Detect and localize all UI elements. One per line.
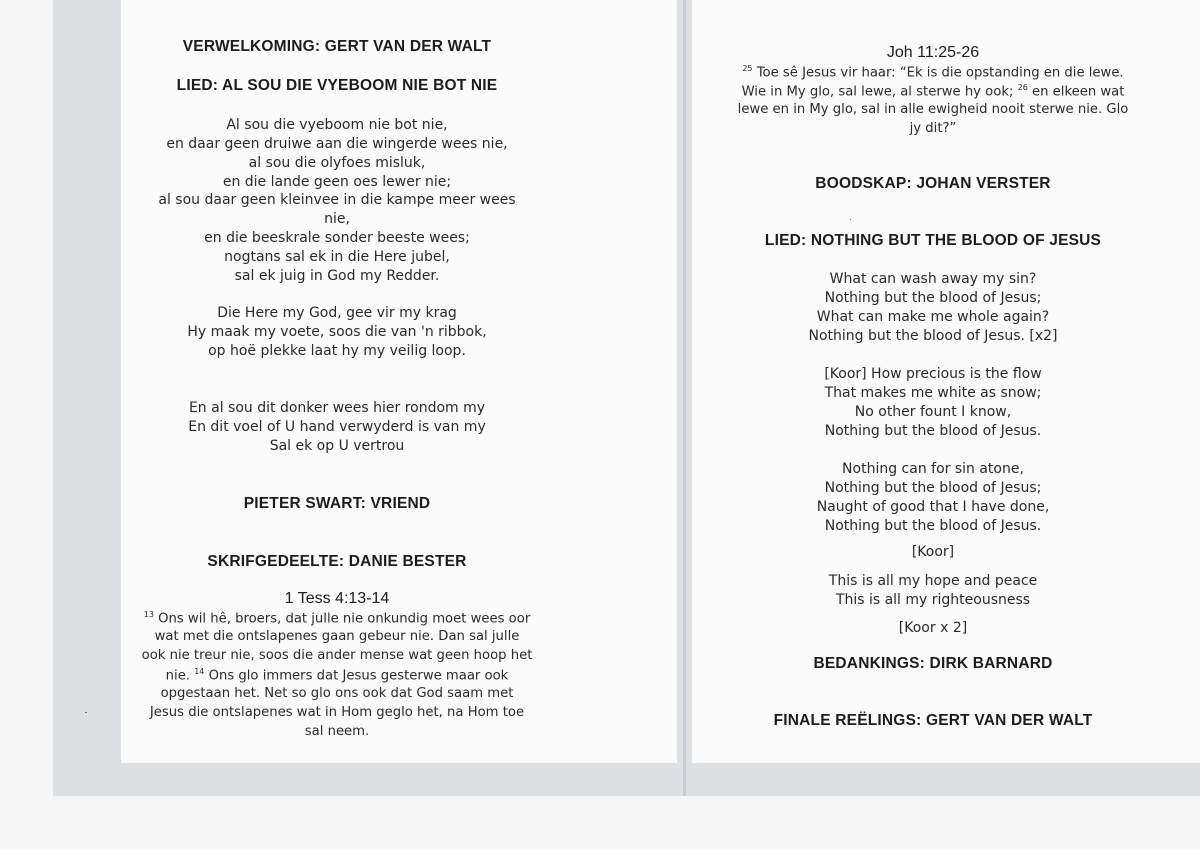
song-line: nie, [324, 211, 350, 227]
song-line: En dit voel of U hand verwyderd is van my [188, 419, 486, 435]
scripture-line: Wie in My glo, sal lewe, al sterwe hy ook; $^{26}$ en elkeen wat [741, 83, 1125, 100]
scan-speck [850, 219, 851, 220]
song-line: en daar geen druiwe aan die wingerde wees nie, [166, 136, 508, 152]
song-line: Nothing can for sin atone, [842, 461, 1024, 477]
song-line: Nothing but the blood of Jesus; [824, 290, 1042, 306]
song-line: No other fount I know, [854, 404, 1012, 420]
song-line: en die lande geen oes lewer nie; [222, 174, 452, 190]
song-line: en die beeskrale sonder beeste wees; [204, 230, 470, 246]
song-heading-english: LIED: NOTHING BUT THE BLOOD OF JESUS [764, 232, 1102, 249]
song-line: Hy maak my voete, soos die van 'n ribbok, [187, 324, 487, 340]
song-line: Sal ek op U vertrou [269, 438, 405, 454]
scripture-reference: Joh 11:25-26 [886, 44, 980, 61]
scripture-heading: SKRIFGEDEELTE: DANIE BESTER [207, 553, 467, 570]
scripture-line: sal neem. [304, 724, 370, 739]
friend-heading: PIETER SWART: VRIEND [243, 495, 431, 512]
song-line: sal ek juig in God my Redder. [234, 268, 440, 284]
song-line: op hoë plekke laat hy my veilig loop. [208, 343, 466, 359]
page-fold [683, 0, 686, 796]
song-line: Nothing but the blood of Jesus; [824, 480, 1042, 496]
scripture-line: jy dit?” [909, 121, 957, 136]
song-line: al sou daar geen kleinvee in die kampe meer wees [158, 192, 516, 208]
song-line: Naught of good that I have done, [816, 499, 1050, 515]
song-line: Nothing but the blood of Jesus. [824, 518, 1042, 534]
scripture-line: opgestaan het. Net so glo ons ook dat God saam met [160, 686, 514, 701]
final-heading: FINALE REËLINGS: GERT VAN DER WALT [773, 712, 1093, 729]
thanks-heading: BEDANKINGS: DIRK BARNARD [813, 655, 1053, 672]
scan-speck [85, 712, 87, 713]
song-line: What can make me whole again? [816, 309, 1050, 325]
song-line: What can wash away my sin? [829, 271, 1037, 287]
welcome-heading: VERWELKOMING: GERT VAN DER WALT [182, 38, 492, 55]
song-line: This is all my hope and peace [828, 573, 1038, 589]
song-line: Die Here my God, gee vir my krag [217, 305, 457, 321]
song-heading-afrikaans: LIED: AL SOU DIE VYEBOOM NIE BOT NIE [176, 77, 498, 94]
scripture-line: lewe en in My glo, sal in alle ewigheid nooit sterwe nie. Glo [737, 102, 1129, 117]
scripture-line: nie. $^{14}$ Ons glo immers dat Jesus gesterwe maar ook [165, 667, 509, 684]
scripture-line: wat met die ontslapenes gaan gebeur nie. Dan sal julle [154, 629, 520, 644]
song-line: Al sou die vyeboom nie bot nie, [226, 117, 448, 133]
song-line: That makes me white as snow; [824, 385, 1042, 401]
song-line: En al sou dit donker wees hier rondom my [188, 400, 486, 416]
scripture-line: ook nie treur nie, soos die ander mense wat geen hoop het [141, 648, 533, 663]
scripture-line: $^{13}$ Ons wil hê, broers, dat julle nie onkundig moet wees oor [143, 610, 531, 627]
song-line: al sou die olyfoes misluk, [248, 155, 426, 171]
song-line: [Koor] How precious is the flow [824, 366, 1042, 382]
koor-x2-marker: [Koor x 2] [898, 620, 968, 636]
song-line: Nothing but the blood of Jesus. [x2] [808, 328, 1058, 344]
song-line: nogtans sal ek in die Here jubel, [224, 249, 450, 265]
song-line: Nothing but the blood of Jesus. [824, 423, 1042, 439]
song-line: This is all my righteousness [835, 592, 1031, 608]
scripture-line: $^{25}$ Toe sê Jesus vir haar: “Ek is die opstanding en die lewe. [742, 64, 1124, 81]
scripture-line: Jesus die ontslapenes wat in Hom geglo het, na Hom toe [149, 705, 525, 720]
koor-marker: [Koor] [911, 544, 955, 560]
scripture-reference: 1 Tess 4:13-14 [284, 590, 390, 607]
message-heading: BOODSKAP: JOHAN VERSTER [815, 175, 1051, 192]
